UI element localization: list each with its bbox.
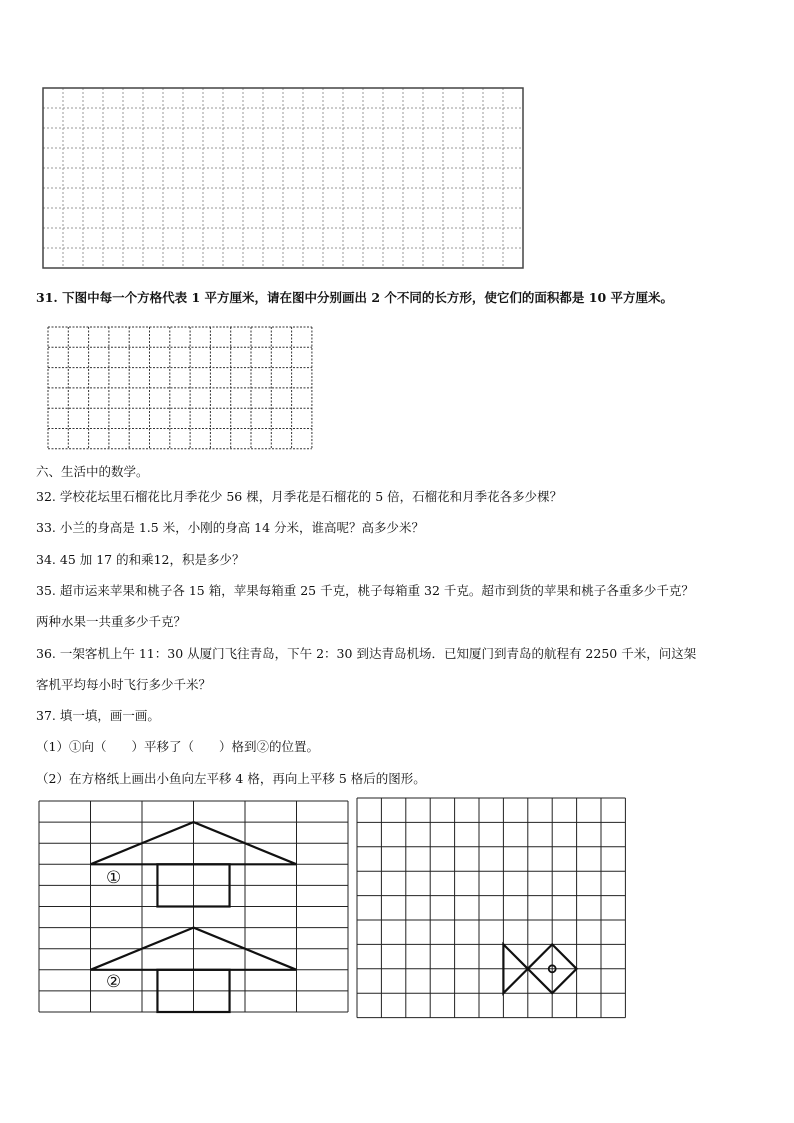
question-number: 31. xyxy=(36,290,58,305)
question-number: 35. xyxy=(36,583,56,598)
section-title: 六、生活中的数学。 xyxy=(36,464,149,479)
question-number: 34. xyxy=(36,552,56,567)
question-number: 33. xyxy=(36,520,56,535)
shape-label-1: ① xyxy=(106,868,122,888)
question-number: 37. xyxy=(36,708,56,723)
question-text: 45 加 17 的和乘12，积是多少？ xyxy=(59,552,245,567)
question-number: 36. xyxy=(36,646,56,661)
question-text-line1: 超市运来苹果和桃子各 15 箱，苹果每箱重 25 千克，桃子每箱重 32 千克。超市到货的苹果和桃子各重多少千克？ xyxy=(59,583,694,598)
question-number: 32. xyxy=(36,489,56,504)
question-text-line1: 一架客机上午 11：30 从厦门飞往青岛，下午 2：30 到达青岛机场．已知厦门到青岛的航程有 2250 千米，问这架 xyxy=(59,646,697,661)
question-text: 小兰的身高是 1.5 米，小刚的身高 14 分米，谁高呢？高多少米？ xyxy=(59,520,425,535)
question-text: 学校花坛里石榴花比月季花少 56 棵，月季花是石榴花的 5 倍，石榴花和月季花各多少棵？ xyxy=(59,489,563,504)
question-37-part1: （1）①向（ ）平移了（ ）格到②的位置。 xyxy=(36,739,319,754)
question-text: 填一填，画一画。 xyxy=(59,708,160,723)
question-36-line2: 客机平均每小时飞行多少千米？ xyxy=(36,677,212,692)
question-35-line2: 两种水果一共重多少千克？ xyxy=(36,614,187,629)
question-text: 下图中每一个方格代表 1 平方厘米，请在图中分别画出 2 个不同的长方形，使它们的面积都是 10 平方厘米。 xyxy=(62,290,674,305)
question-37-part2: （2）在方格纸上画出小鱼向左平移 4 格，再向上平移 5 格后的图形。 xyxy=(36,771,426,786)
shape-label-2: ② xyxy=(106,972,122,992)
